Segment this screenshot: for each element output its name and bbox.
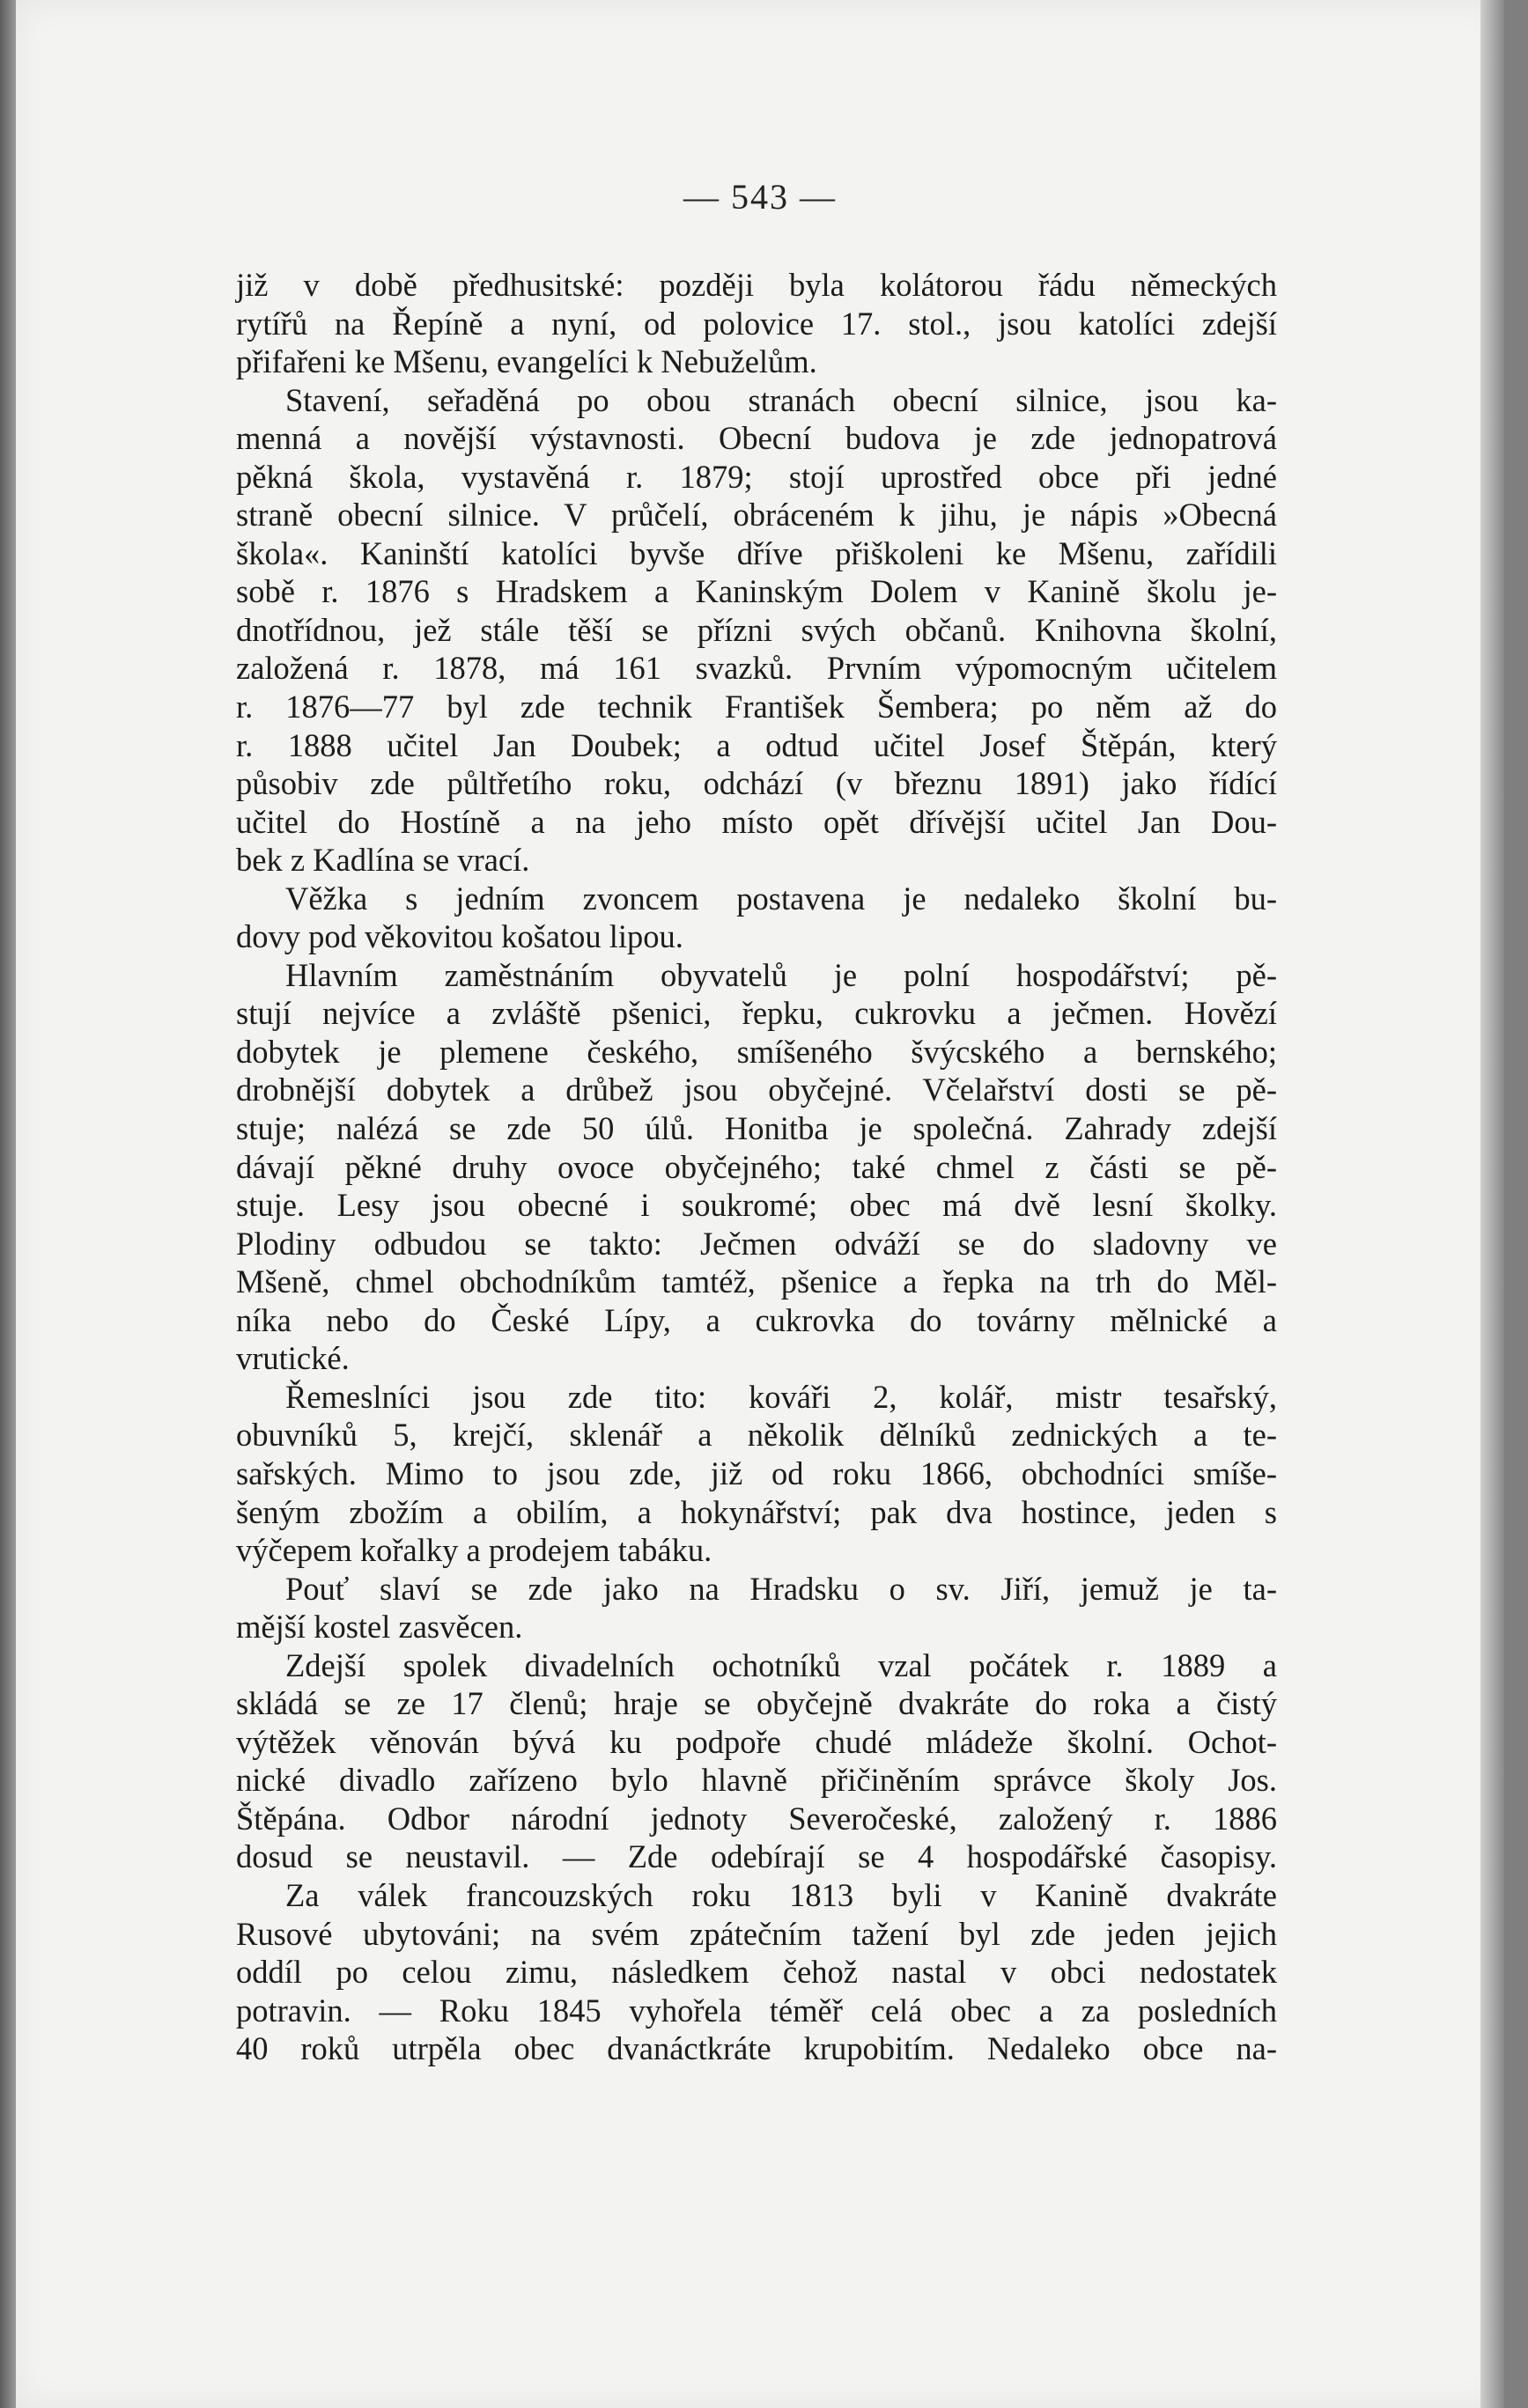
text-line: potravin. — Roku 1845 vyhořela téměř celá obec a za posledních (236, 1992, 1277, 2029)
text-line: nické divadlo zařízeno bylo hlavně přičiněním správce školy Jos. (236, 1762, 1277, 1799)
text-line: Mšeně, chmel obchodníkům tamtéž, pšenice a řepka na trh do Měl- (236, 1263, 1277, 1300)
text-line: r. 1888 učitel Jan Doubek; a odtud učitel Josef Štěpán, který (236, 726, 1277, 763)
text-line: přifařeni ke Mšenu, evangelíci k Nebuželům. (236, 343, 817, 380)
text-line: obuvníků 5, krejčí, sklenář a několik dělníků zednických a te- (236, 1417, 1277, 1454)
text-line: Za válek francouzských roku 1813 byli v Kanině dvakráte (285, 1876, 1277, 1913)
text-line: dobytek je plemene českého, smíšeného švýcského a bernského; (236, 1033, 1277, 1070)
text-line: oddíl po celou zimu, následkem čehož nastal v obci nedostatek (236, 1954, 1277, 1991)
text-line: Hlavním zaměstnáním obyvatelů je polní hospodářství; pě- (285, 956, 1277, 993)
text-line: menná a novější výstavnosti. Obecní budova je zde jednopatrová (236, 420, 1277, 457)
text-line: stují nejvíce a zvláště pšenici, řepku, cukrovku a ječmen. Hovězí (236, 995, 1277, 1032)
text-line: Stavení, seřaděná po obou stranách obecní silnice, jsou ka- (285, 381, 1277, 418)
text-line: dosud se neustavil. — Zde odebírají se 4 hospodářské časopisy. (236, 1838, 1277, 1875)
book-page (16, 0, 1504, 2408)
text-line: Štěpána. Odbor národní jednoty Severočeské, založený r. 1886 (236, 1800, 1277, 1837)
text-line: Věžka s jedním zvoncem postavena je nedaleko školní bu- (285, 880, 1277, 917)
page-number: — 543 — (683, 177, 837, 217)
text-line: níka nebo do České Lípy, a cukrovka do továrny mělnické a (236, 1301, 1277, 1338)
text-line: založená r. 1878, má 161 svazků. Prvním výpomocným učitelem (236, 650, 1277, 687)
page-left-edge (0, 0, 16, 2408)
text-line: výčepem kořalky a prodejem tabáku. (236, 1532, 712, 1569)
text-line: stuje; nalézá se zde 50 úlů. Honitba je společná. Zahrady zdejší (236, 1110, 1277, 1147)
text-line: dávají pěkné druhy ovoce obyčejného; také chmel z části se pě- (236, 1148, 1277, 1185)
page-right-edge (1480, 0, 1504, 2408)
text-line: Pouť slaví se zde jako na Hradsku o sv. Jiří, jemuž je ta- (285, 1570, 1277, 1607)
text-line: vrutické. (236, 1340, 350, 1377)
text-line: 40 roků utrpěla obec dvanáctkráte krupobitím. Nedaleko obce na- (236, 2030, 1277, 2067)
body-text (236, 266, 1277, 2068)
text-line: Rusové ubytováni; na svém zpátečním tažení byl zde jeden jejich (236, 1915, 1277, 1952)
text-line: dovy pod věkovitou košatou lipou. (236, 918, 683, 955)
text-line: pěkná škola, vystavěná r. 1879; stojí uprostřed obce při jedné (236, 458, 1277, 495)
text-line: drobnější dobytek a drůbež jsou obyčejné. Včelařství dosti se pě- (236, 1071, 1277, 1108)
text-line: dnotřídnou, jež stále těší se přízni svých občanů. Knihovna školní, (236, 611, 1277, 648)
text-line: Řemeslníci jsou zde tito: kováři 2, kolář, mistr tesařský, (285, 1378, 1277, 1415)
text-line: stuje. Lesy jsou obecné i soukromé; obec má dvě lesní školky. (236, 1187, 1277, 1224)
text-line: rytířů na Řepíně a nyní, od polovice 17. stol., jsou katolíci zdejší (236, 305, 1277, 342)
text-line: šeným zbožím a obilím, a hokynářství; pak dva hostince, jeden s (236, 1493, 1277, 1530)
text-line: výtěžek věnován bývá ku podpoře chudé mládeže školní. Ochot- (236, 1723, 1277, 1760)
text-line: Plodiny odbudou se takto: Ječmen odváží se do sladovny ve (236, 1225, 1277, 1262)
text-line: mější kostel zasvěcen. (236, 1609, 523, 1646)
text-line: působiv zde půltřetího roku, odchází (v březnu 1891) jako řídící (236, 765, 1277, 802)
text-line: již v době předhusitské: později byla kolátorou řádu německých (236, 267, 1277, 303)
text-line: škola«. Kaninští katolíci byvše dříve přiškoleni ke Mšenu, zařídili (236, 534, 1277, 571)
text-line: r. 1876—77 byl zde technik František Šembera; po něm až do (236, 689, 1277, 725)
text-line: Zdejší spolek divadelních ochotníků vzal počátek r. 1889 a (285, 1646, 1277, 1683)
text-line: sobě r. 1876 s Hradskem a Kaninským Dolem v Kanině školu je- (236, 573, 1277, 610)
text-line: bek z Kadlína se vrací. (236, 842, 530, 879)
text-line: skládá se ze 17 členů; hraje se obyčejně dvakráte do roka a čistý (236, 1685, 1277, 1722)
text-line: učitel do Hostíně a na jeho místo opět dřívější učitel Jan Dou- (236, 803, 1277, 840)
text-line: straně obecní silnice. V průčelí, obráceném k jihu, je nápis »Obecná (236, 497, 1277, 534)
text-line: sařských. Mimo to jsou zde, již od roku 1866, obchodníci smíše- (236, 1454, 1277, 1491)
